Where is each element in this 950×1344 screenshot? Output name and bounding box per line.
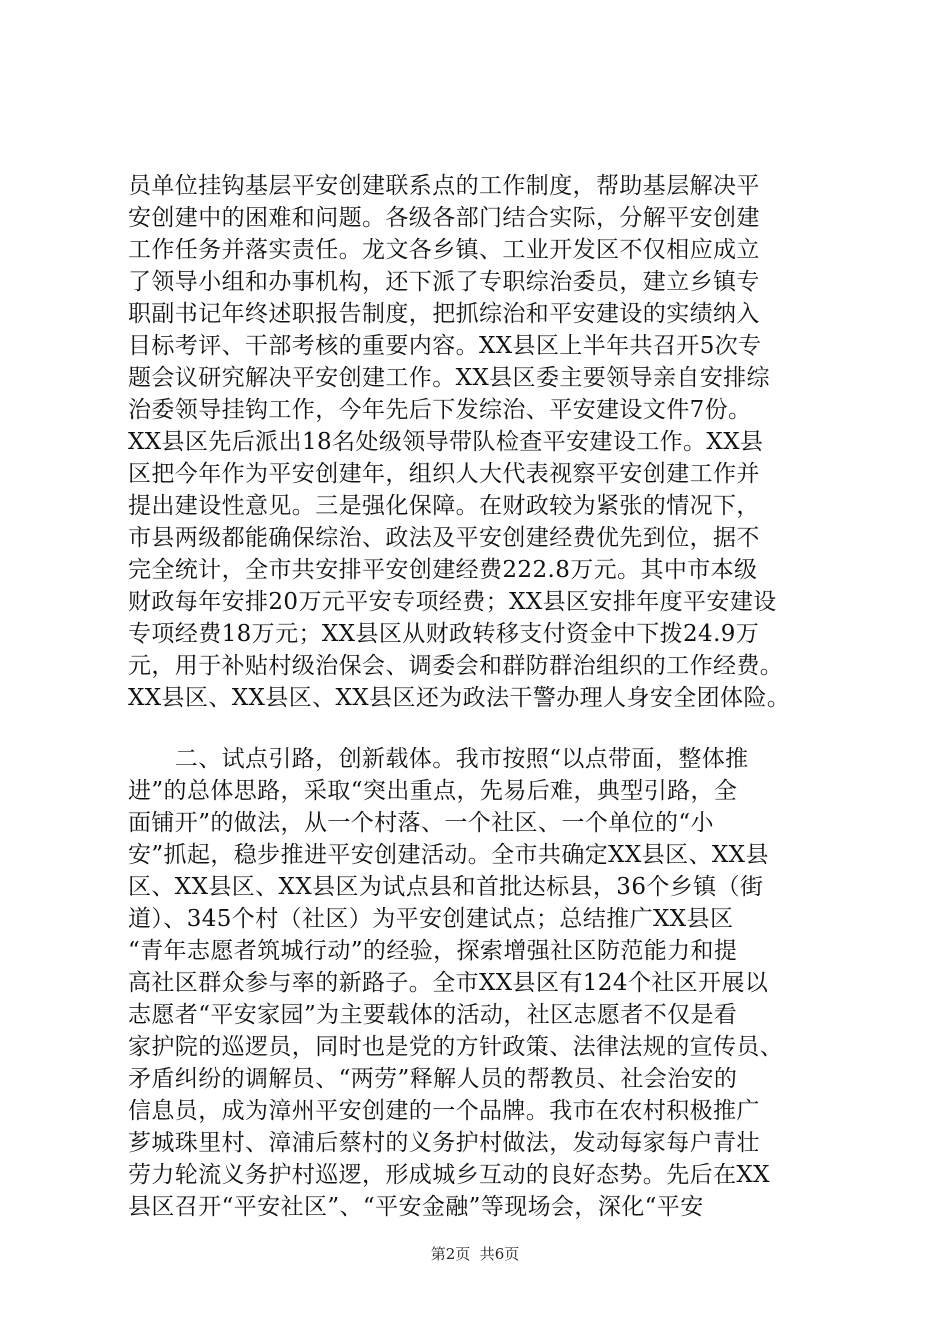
paragraph-2 xyxy=(128,743,828,1223)
paragraph-1 xyxy=(128,170,828,714)
text-line: 安创建中的困难和问题。各级各部门结合实际，分解平安创建 xyxy=(128,205,760,231)
text-line: 题会议研究解决平安创建工作。XX县区委主要领导亲自安排综 xyxy=(128,365,770,391)
text-line: 目标考评、干部考核的重要内容。XX县区上半年共召开5次专 xyxy=(128,333,762,359)
text-line: 进”的总体思路，采取“突出重点，先易后难，典型引路，全 xyxy=(128,778,738,804)
text-line: 家护院的巡逻员，同时也是党的方针政策、法律法规的宣传员、 xyxy=(128,1034,784,1060)
text-line: 劳力轮流义务护村巡逻，形成城乡互动的良好态势。先后在XX xyxy=(128,1162,770,1188)
text-line: 财政每年安排20万元平安专项经费；XX县区安排年度平安建设 xyxy=(128,589,777,615)
text-line: 完全统计，全市共安排平安创建经费222.8万元。其中市本级 xyxy=(128,557,758,583)
text-line: 元，用于补贴村级治保会、调委会和群防群治组织的工作经费。 xyxy=(128,653,784,679)
text-line: “青年志愿者筑城行动”的经验，探索增强社区防范能力和提 xyxy=(128,938,738,964)
text-line: XX县区先后派出18名处级领导带队检查平安建设工作。XX县 xyxy=(128,429,764,455)
paragraph-spacer xyxy=(128,714,828,743)
text-line: 了领导小组和办事机构，还下派了专职综治委员，建立乡镇专 xyxy=(128,269,760,295)
text-line: 工作任务并落实责任。龙文各乡镇、工业开发区不仅相应成立 xyxy=(128,237,760,263)
text-line: 二、试点引路，创新载体。我市按照“以点带面，整体推 xyxy=(128,746,749,772)
page-number-footer: 第2页 共6页 xyxy=(430,1245,520,1263)
text-line: 志愿者“平安家园”为主要载体的活动，社区志愿者不仅是看 xyxy=(128,1002,738,1028)
text-line: 道）、345个村（社区）为平安创建试点；总结推广XX县区 xyxy=(128,906,734,932)
text-line: 专项经费18万元；XX县区从财政转移支付资金中下拨24.9万 xyxy=(128,621,760,647)
text-line: 面铺开”的做法，从一个村落、一个社区、一个单位的“小 xyxy=(128,810,714,836)
text-line: 安”抓起，稳步推进平安创建活动。全市共确定XX县区、XX县 xyxy=(128,842,769,868)
text-line: 高社区群众参与率的新路子。全市XX县区有124个社区开展以 xyxy=(128,970,769,996)
text-line: 区、XX县区、XX县区为试点县和首批达标县，36个乡镇（街 xyxy=(128,874,764,900)
text-line: 职副书记年终述职报告制度，把抓综治和平安建设的实绩纳入 xyxy=(128,301,760,327)
text-line: 县区召开“平安社区”、“平安金融”等现场会，深化“平安 xyxy=(128,1194,704,1220)
text-line: 信息员，成为漳州平安创建的一个品牌。我市在农村积极推广 xyxy=(128,1098,760,1124)
text-line: 市县两级都能确保综治、政法及平安创建经费优先到位，据不 xyxy=(128,525,760,551)
text-line: 矛盾纠纷的调解员、“两劳”释解人员的帮教员、社会治安的 xyxy=(128,1066,738,1092)
text-line: 员单位挂钩基层平安创建联系点的工作制度，帮助基层解决平 xyxy=(128,173,760,199)
text-line: 芗城珠里村、漳浦后蔡村的义务护村做法，发动每家每户青壮 xyxy=(128,1130,760,1156)
document-body xyxy=(128,170,828,1223)
text-line: XX县区、XX县区、XX县区还为政法干警办理人身安全团体险。 xyxy=(128,685,791,711)
text-line: 提出建设性意见。三是强化保障。在财政较为紧张的情况下， xyxy=(128,493,760,519)
text-line: 区把今年作为平安创建年，组织人大代表视察平安创建工作并 xyxy=(128,461,760,487)
text-line: 治委领导挂钩工作，今年先后下发综治、平安建设文件7份。 xyxy=(128,397,752,423)
